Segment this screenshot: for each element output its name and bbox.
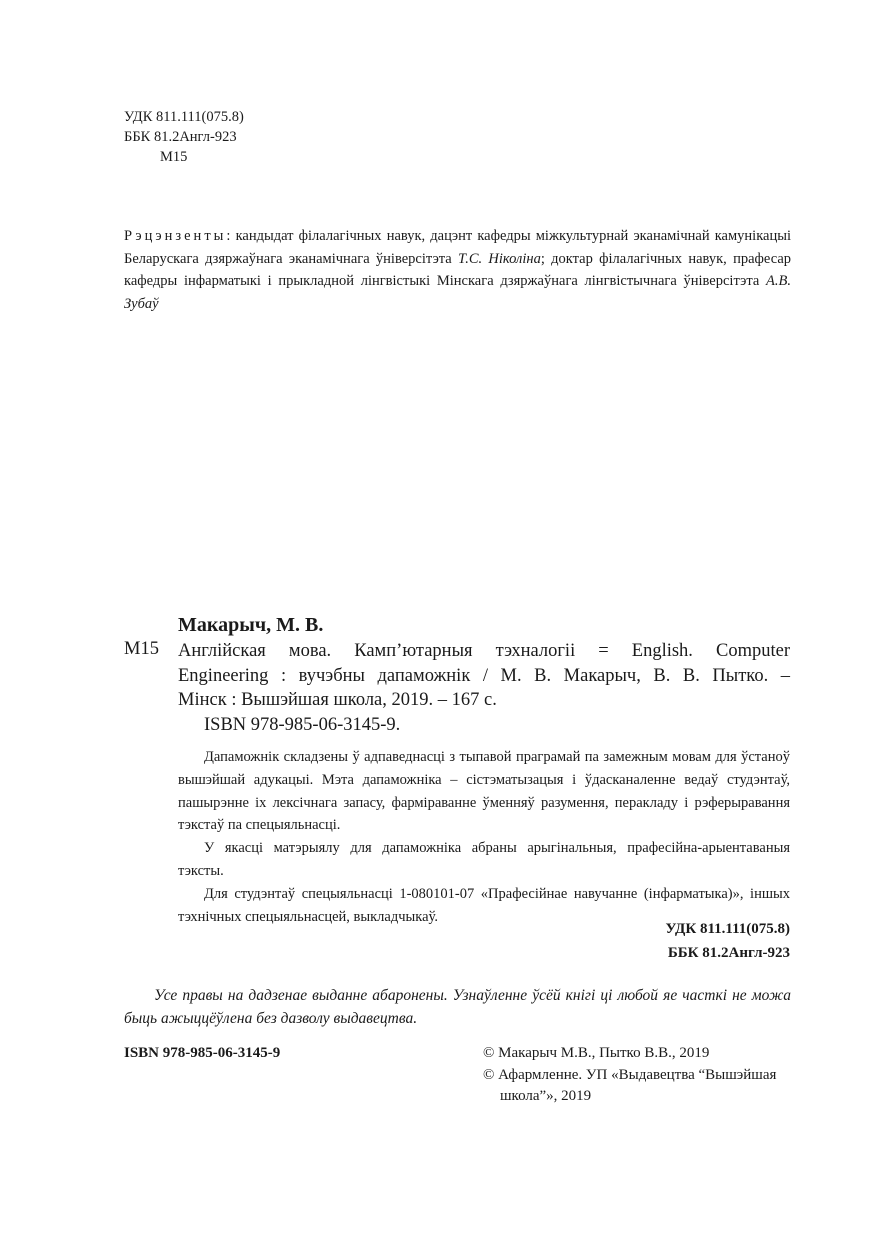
header-classification-codes bbox=[124, 107, 244, 167]
isbn: ISBN 978-985-06-3145-9 bbox=[124, 1045, 281, 1061]
biblio-line-1: Англійская мова. Камп’ютарныя тэхналогіі = English. Computer bbox=[178, 641, 790, 661]
author-heading: Макарыч, М. В. bbox=[178, 614, 324, 636]
reviewer-2-name: А.В. Зубаў bbox=[124, 273, 791, 312]
reviewer-1-description: кандыдат філалагічных навук, дацэнт кафедры міжкультурнай эканамічнай камунікацыі Беларускага дзяржаўнага эканамічнага ўніверсітэта bbox=[124, 228, 791, 267]
biblio-isbn: ISBN 978-985-06-3145-9. bbox=[204, 714, 401, 735]
footer-bbk-code: ББК 81.2Англ-923 bbox=[667, 944, 790, 961]
udk-code: УДК 811.111(075.8) bbox=[124, 109, 244, 125]
bibliographic-description bbox=[178, 639, 790, 737]
copyright-block bbox=[483, 1043, 791, 1108]
reviewers-block: Рэцэнзенты: кандыдат філалагічных навук, дацэнт кафедры міжкультурнай эканамічнай камунікацыі Беларускага дзяржаўнага эканамічнага ўніверсітэта Т.С. Ніколіна; доктар філалагічных навук, прафесар кафедры інфарматыкі і прыкладной лінгвістыкі Мінскага дзяржаўнага лінгвістычнага ўніверсітэта А.В. Зубаў bbox=[124, 228, 792, 312]
author-mark: М15 bbox=[160, 149, 188, 165]
annotation bbox=[178, 746, 790, 928]
annotation-paragraph-2: У якасці матэрыялу для дапаможніка абраны арыгінальныя, прафесійна-арыентаваныя тэксты. bbox=[178, 840, 790, 879]
copyright-authors: © Макарыч М.В., Пытко В.В., 2019 bbox=[483, 1045, 710, 1061]
biblio-line-3: Мінск : Вышэйшая школа, 2019. – 167 с. bbox=[178, 690, 497, 710]
record-code: М15 bbox=[124, 639, 159, 659]
bbk-code: ББК 81.2Англ-923 bbox=[124, 129, 237, 145]
footer-udk-code: УДК 811.111(075.8) bbox=[665, 921, 790, 937]
footer-classification-codes bbox=[666, 918, 790, 965]
reviewers-label: Рэцэнзенты bbox=[124, 228, 227, 244]
reviewer-1-name: Т.С. Ніколіна bbox=[458, 250, 541, 267]
annotation-paragraph-1: Дапаможнік складзены ў адпаведнасці з тыпавой праграмай па замежным мовам для ўстаноў вышэйшай адукацыі. Мэта дапаможніка – сістэматызацыя і ўдасканаленне ведаў студэнтаў, пашырэнне іх лексічнага запасу, фарміраванне ўменняў разумення, перакладу і рэферыравання тэкстаў па спецыяльнасці. bbox=[178, 749, 790, 834]
reviewer-2-description: доктар філалагічных навук, прафесар кафедры інфарматыкі і прыкладной лінгвістыкі Мінскага дзяржаўнага лінгвістычнага ўніверсітэта bbox=[124, 250, 792, 289]
biblio-line-2: Engineering : вучэбны дапаможнік / М. В. Макарыч, В. В. Пытко. – bbox=[178, 665, 790, 686]
copyright-publisher: © Афармленне. УП «Выдавецтва “Вышэйшая школа”», 2019 bbox=[483, 1066, 777, 1104]
rights-notice: Усе правы на дадзенае выданне абаронены. Узнаўленне ўсёй кнігі ці любой яе часткі не можа быць ажыццёўлена без дазволу выдавецтва. bbox=[124, 987, 791, 1027]
annotation-paragraph-3: Для студэнтаў спецыяльнасці 1-080101-07 «Прафесійнае навучанне (інфарматыка)», іншых тэхнічных спецыяльнасцей, выкладчыкаў. bbox=[178, 885, 790, 925]
